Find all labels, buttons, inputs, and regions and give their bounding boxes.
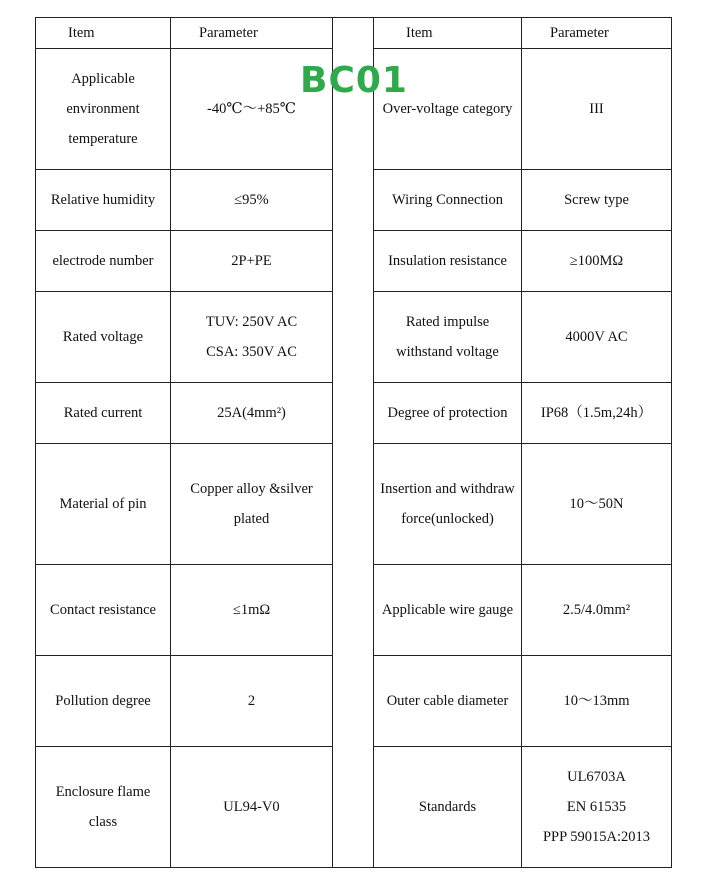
- param-cell: UL94-V0: [171, 747, 333, 868]
- spec-table: [35, 17, 672, 868]
- header-param-right: Parameter: [522, 18, 672, 49]
- param-cell: Copper alloy &silver plated: [171, 444, 333, 565]
- item-cell: Degree of protection: [374, 383, 522, 444]
- item-cell: Outer cable diameter: [374, 656, 522, 747]
- item-cell: Relative humidity: [36, 170, 171, 231]
- item-cell: Wiring Connection: [374, 170, 522, 231]
- column-gap: [333, 18, 374, 868]
- header-item-right: Item: [374, 18, 522, 49]
- param-cell: Screw type: [522, 170, 672, 231]
- standard-line: UL6703A: [567, 769, 626, 785]
- header-row: [36, 18, 672, 49]
- param-line: TUV: 250V AC: [205, 314, 298, 330]
- param-cell: 25A(4mm²): [171, 383, 333, 444]
- item-cell: Insulation resistance: [374, 231, 522, 292]
- item-cell: Over-voltage category: [374, 49, 522, 170]
- item-cell: Insertion and withdraw force(unlocked): [374, 444, 522, 565]
- param-cell: ≤95%: [171, 170, 333, 231]
- param-cell: 2: [171, 656, 333, 747]
- param-cell: IP68（1.5m,24h）: [522, 383, 672, 444]
- param-cell: ≥100MΩ: [522, 231, 672, 292]
- item-cell: Applicable environment temperature: [36, 49, 171, 170]
- item-cell: Rated current: [36, 383, 171, 444]
- param-cell: 10～13mm: [522, 656, 672, 747]
- item-cell: Enclosure flame class: [36, 747, 171, 868]
- item-cell: electrode number: [36, 231, 171, 292]
- param-cell: 10～50N: [522, 444, 672, 565]
- standard-line: PPP 59015A:2013: [542, 829, 651, 845]
- item-cell: Rated impulse withstand voltage: [374, 292, 522, 383]
- param-cell: -40℃～+85℃: [171, 49, 333, 170]
- param-cell: ≤1mΩ: [171, 565, 333, 656]
- param-cell: [171, 292, 333, 383]
- item-cell: Standards: [374, 747, 522, 868]
- header-item-left: Item: [36, 18, 171, 49]
- standard-line: EN 61535: [566, 799, 627, 815]
- item-cell: Rated voltage: [36, 292, 171, 383]
- item-cell: Contact resistance: [36, 565, 171, 656]
- item-cell: Pollution degree: [36, 656, 171, 747]
- param-line: CSA: 350V AC: [206, 344, 297, 360]
- item-cell: Applicable wire gauge: [374, 565, 522, 656]
- param-cell: 2P+PE: [171, 231, 333, 292]
- header-param-left: Parameter: [171, 18, 333, 49]
- watermark-logo: BC01: [300, 60, 408, 101]
- param-cell: 4000V AC: [522, 292, 672, 383]
- param-cell: [522, 747, 672, 868]
- param-cell: III: [522, 49, 672, 170]
- param-cell: 2.5/4.0mm²: [522, 565, 672, 656]
- item-cell: Material of pin: [36, 444, 171, 565]
